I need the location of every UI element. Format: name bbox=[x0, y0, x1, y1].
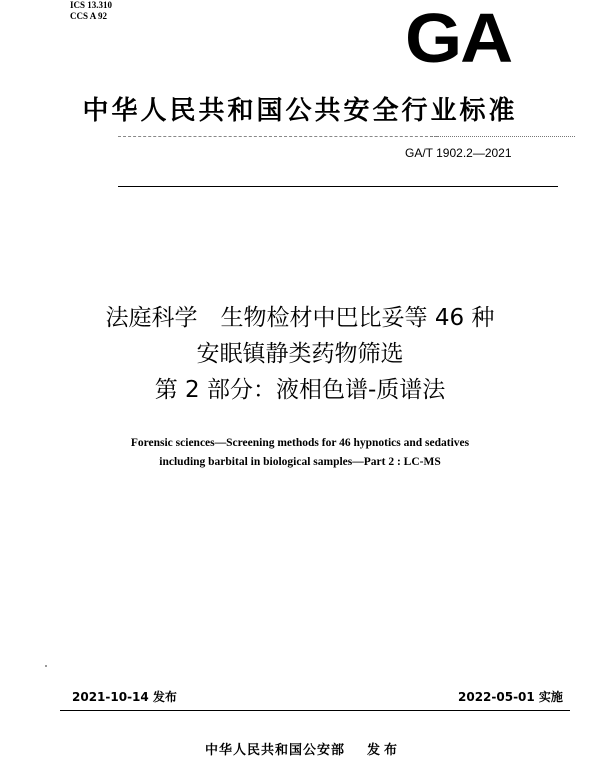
footer-divider bbox=[60, 710, 570, 711]
implementation-date: 2022-05-01 实施 bbox=[458, 690, 563, 704]
issue-date: 2021-10-14 发布 bbox=[72, 690, 177, 704]
scan-mark bbox=[45, 665, 47, 667]
chinese-title-line-1: 法庭科学 生物检材中巴比妥等 46 种 bbox=[105, 305, 495, 331]
issuer-action: 发布 bbox=[367, 743, 402, 758]
top-divider bbox=[118, 136, 438, 137]
top-divider-dotted bbox=[430, 136, 575, 137]
chinese-title-line-3: 第 2 部分：液相色谱-质谱法 bbox=[154, 377, 446, 403]
header-divider bbox=[118, 186, 558, 187]
english-title-line-2: including barbital in biological samples—Part 2 : LC-MS bbox=[159, 456, 441, 468]
english-title-line-1: Forensic sciences—Screening methods for 46 hypnotics and sedatives bbox=[130, 437, 470, 449]
chinese-title-line-2: 安眠镇静类药物筛选 bbox=[196, 341, 404, 367]
ics-code: ICS 13.310 bbox=[70, 0, 113, 10]
classification-codes bbox=[70, 0, 112, 22]
standard-number: GA/T 1902.2—2021 bbox=[405, 146, 512, 160]
ccs-code: CCS A 92 bbox=[70, 11, 108, 21]
english-title bbox=[0, 434, 600, 472]
issuer-name: 中华人民共和国公安部 bbox=[205, 743, 346, 758]
chinese-title bbox=[0, 300, 600, 408]
standard-category-title: 中华人民共和国公共安全行业标准 bbox=[82, 96, 518, 126]
issuer bbox=[205, 739, 401, 758]
ga-logo: GA bbox=[405, 0, 512, 77]
